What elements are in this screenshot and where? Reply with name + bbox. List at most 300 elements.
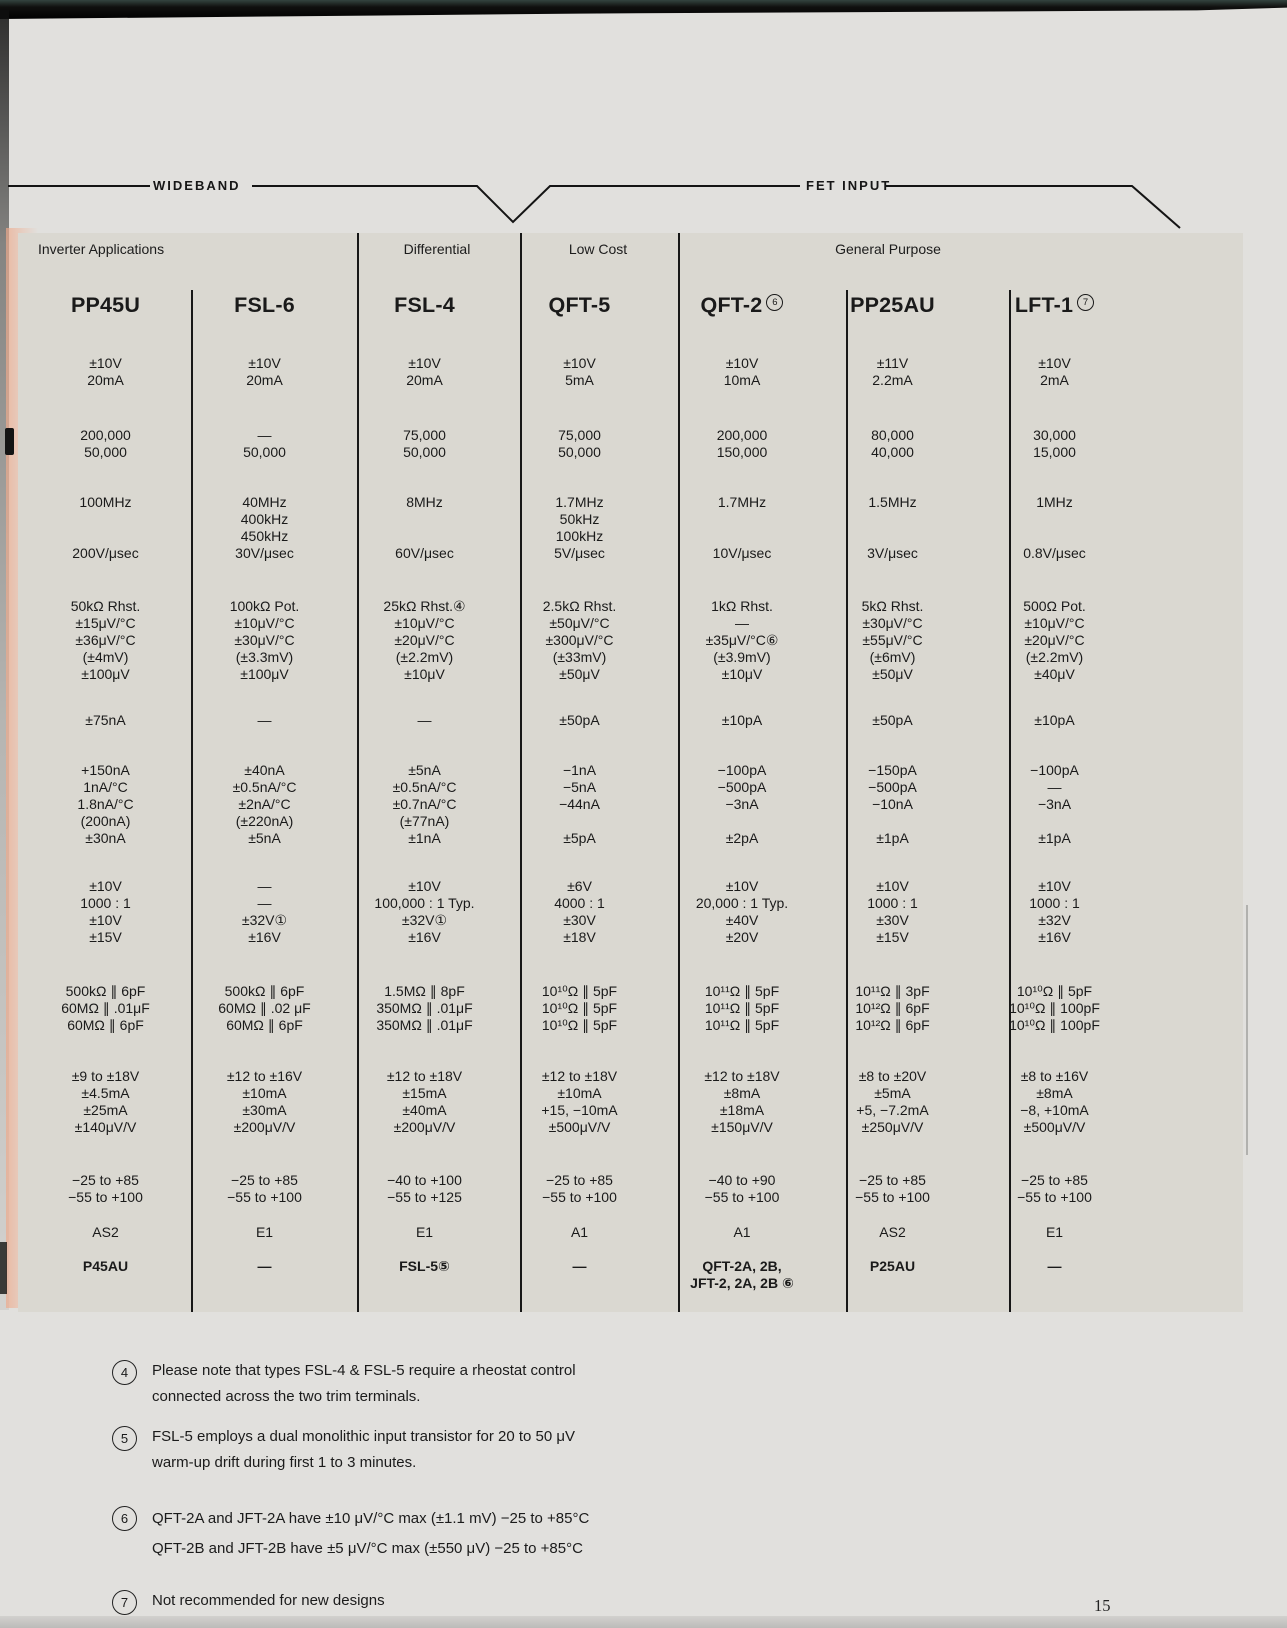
spec-related-models [20, 1258, 191, 1275]
spec-value: 30V/μsec [235, 545, 294, 561]
spec-value: P25AU [869, 1258, 916, 1274]
spec-value: 100kΩ Pot. [229, 598, 300, 614]
spec-value: 150,000 [716, 444, 768, 460]
spec-value: ±10μV/°C [394, 615, 455, 631]
spec-value: ±5mA [874, 1085, 911, 1101]
spec-value: ±100μV [240, 666, 289, 682]
spec-value: 60MΩ ∥ 6pF [67, 1017, 144, 1033]
spec-value [521, 813, 638, 830]
spec-value: ±12 to ±18V [541, 1068, 618, 1084]
spec-value: ±1nA [408, 830, 441, 846]
spec-value: 10¹²Ω ∥ 6pF [855, 1017, 930, 1033]
scan-bottom-edge [0, 1616, 1287, 1628]
spec-temperature [846, 1172, 939, 1206]
spec-value: (±4mV) [82, 649, 129, 665]
spec-common-mode [846, 878, 939, 946]
spec-value: (±3.3mV) [235, 649, 294, 665]
spec-value: (±2.2mV) [395, 649, 454, 665]
footnote-4-text: Please note that types FSL-4 & FSL-5 require a rheostat control [152, 1362, 576, 1379]
spec-power-supply [191, 1068, 338, 1136]
spec-value: −100pA [1030, 762, 1079, 778]
spec-value: ±10V [876, 878, 909, 894]
spec-value: — [257, 712, 272, 728]
spec-common-mode [521, 878, 638, 946]
spec-value: ±16V [1038, 929, 1071, 945]
spec-value: −10nA [872, 796, 913, 812]
spec-value [1009, 528, 1100, 545]
spec-impedance [846, 983, 939, 1034]
spec-value: ±32V① [401, 912, 448, 928]
spec-value: — [417, 712, 432, 728]
spec-value: E1 [1045, 1224, 1064, 1240]
spec-value: ±30μV/°C [234, 632, 295, 648]
model-name-pp25au: PP25AU [850, 293, 935, 317]
spec-column-pp45u [20, 233, 191, 1312]
spec-bandwidth-slew [358, 494, 491, 562]
spec-value: 75,000 [403, 427, 446, 443]
spec-value: 50,000 [403, 444, 446, 460]
spec-value: −3nA [1037, 796, 1072, 812]
spec-value: ±32V [1038, 912, 1071, 928]
spec-value: 60MΩ ∥ .02 μF [218, 1000, 311, 1016]
spec-impedance [521, 983, 638, 1034]
spec-value: E1 [255, 1224, 274, 1240]
footnote-6-marker: 6 [112, 1506, 137, 1531]
spec-value: 60MΩ ∥ .01μF [61, 1000, 150, 1016]
spec-value: 200,000 [716, 427, 768, 443]
spec-value: +15, −10mA [541, 1102, 618, 1118]
spec-value: ±30V [876, 912, 909, 928]
spec-value: 500kΩ ∥ 6pF [65, 983, 146, 999]
spec-offset-current [1009, 712, 1100, 729]
spec-value: 40MHz [242, 494, 287, 510]
spec-value: −8, +10mA [1020, 1102, 1089, 1118]
spec-bias-current [191, 762, 338, 847]
spec-value: 5mA [565, 372, 594, 388]
spec-value: 20,000 : 1 Typ. [695, 895, 789, 911]
footnote-5-text: warm-up drift during first 1 to 3 minutes. [152, 1454, 417, 1471]
footnote-4-text: connected across the two trim terminals. [152, 1388, 421, 1405]
spec-value: ±10V [89, 355, 122, 371]
spec-value: ±10μV/°C [234, 615, 295, 631]
spec-value: 350MΩ ∥ .01μF [376, 1017, 473, 1033]
spec-value: ±10V [408, 355, 441, 371]
spec-bandwidth-slew [191, 494, 338, 562]
spec-value: −25 to +85 [231, 1172, 298, 1188]
section-general-purpose: General Purpose [835, 241, 941, 257]
spec-value: ±15μV/°C [75, 615, 136, 631]
spec-value: −3nA [725, 796, 759, 812]
spec-value: 30,000 [1033, 427, 1076, 443]
spec-value: ±10V [1038, 355, 1071, 371]
spec-value: ±10μV [721, 666, 763, 682]
spec-temperature [678, 1172, 806, 1206]
spec-value: ±75nA [85, 712, 126, 728]
spec-output [521, 355, 638, 389]
spec-value: ±250μV/V [861, 1119, 924, 1135]
spec-value: — [257, 427, 272, 443]
spec-value: ±200μV/V [233, 1119, 296, 1135]
spec-value: ±40mA [402, 1102, 447, 1118]
spec-value: ±50pA [872, 712, 913, 728]
spec-value: ±10μV/°C [1024, 615, 1085, 631]
spec-value: −55 to +100 [68, 1189, 143, 1205]
spec-value: — [1047, 779, 1062, 795]
spec-value: (±3.9mV) [713, 649, 771, 665]
spec-column-fsl-6 [191, 233, 338, 1312]
spec-related-models [678, 1258, 806, 1292]
spec-value [846, 511, 939, 528]
spec-power-supply [846, 1068, 939, 1136]
spec-value: 75,000 [558, 427, 601, 443]
spec-value: AS2 [92, 1224, 119, 1240]
spec-value: −500pA [717, 779, 767, 795]
spec-value: ±10V [248, 355, 281, 371]
spec-common-mode [20, 878, 191, 946]
spec-value: +5, −7.2mA [856, 1102, 929, 1118]
spec-value: ±9 to ±18V [71, 1068, 140, 1084]
spec-value: −55 to +100 [704, 1189, 780, 1205]
spec-value: ±200μV/V [393, 1119, 456, 1135]
spec-value: ±140μV/V [74, 1119, 137, 1135]
spec-value: 3V/μsec [867, 545, 918, 561]
spec-columns [0, 233, 1287, 1312]
footnote-7-marker: 7 [112, 1590, 137, 1615]
spec-value: (±6mV) [869, 649, 916, 665]
footnote-5-marker: 5 [112, 1426, 137, 1451]
spec-value: −55 to +100 [542, 1189, 617, 1205]
spec-value: P45AU [82, 1258, 129, 1274]
spec-value [678, 511, 806, 528]
spec-value: ±5pA [563, 830, 596, 846]
spec-value: JFT-2, 2A, 2B ⑥ [690, 1275, 794, 1291]
spec-related-models [521, 1258, 638, 1275]
spec-value: ±10V [725, 878, 759, 894]
spec-offset-current [846, 712, 939, 729]
spec-value: 100MHz [79, 494, 132, 510]
spec-value: ±300μV/°C [545, 632, 614, 648]
spec-value: 500kΩ ∥ 6pF [224, 983, 305, 999]
spec-value: — [1047, 1258, 1062, 1274]
spec-value: 50kΩ Rhst. [70, 598, 141, 614]
spec-gain [358, 427, 491, 461]
spec-column-qft-5 [521, 233, 638, 1312]
spec-value: −1nA [562, 762, 597, 778]
spec-value: 60V/μsec [395, 545, 454, 561]
spec-value: 2.2mA [872, 372, 913, 388]
spec-value: 500Ω Pot. [1023, 598, 1086, 614]
fet-input-group-label: FET INPUT [806, 178, 892, 193]
group-bracket-lines [0, 0, 1287, 240]
spec-value: ±50pA [559, 712, 600, 728]
spec-output [846, 355, 939, 389]
spec-value: 4000 : 1 [554, 895, 605, 911]
spec-offset-voltage [358, 598, 491, 683]
spec-output [191, 355, 338, 389]
section-inverter-applications: Inverter Applications [38, 241, 165, 257]
spec-bias-current [846, 762, 939, 847]
spec-value: 1MHz [1036, 494, 1073, 510]
spec-value: 15,000 [1033, 444, 1076, 460]
spec-value: 10¹⁰Ω ∥ 5pF [541, 1017, 618, 1033]
spec-value: ±4.5mA [81, 1085, 130, 1101]
spec-value: 1kΩ Rhst. [711, 598, 773, 614]
spec-column-qft-2 [678, 233, 806, 1312]
spec-value: ±10mA [557, 1085, 602, 1101]
spec-value: — [257, 1258, 272, 1274]
spec-power-supply [358, 1068, 491, 1136]
model-name-pp45u: PP45U [70, 293, 141, 317]
spec-value: 200V/μsec [72, 545, 139, 561]
spec-value: ±0.5nA/°C [392, 779, 457, 795]
spec-value: ±100μV [81, 666, 130, 682]
spec-power-supply [521, 1068, 638, 1136]
spec-value: ±1pA [1038, 830, 1071, 846]
spec-value: −55 to +100 [1017, 1189, 1092, 1205]
spec-value [678, 528, 806, 545]
footnote-5-text: FSL-5 employs a dual monolithic input transistor for 20 to 50 μV [152, 1428, 576, 1445]
spec-offset-current [521, 712, 638, 729]
spec-value: E1 [415, 1224, 434, 1240]
spec-value: ±50μV/°C [549, 615, 610, 631]
spec-value: ±6V [567, 878, 592, 894]
spec-value: ±5nA [248, 830, 281, 846]
footnote-5 [112, 1424, 832, 1476]
spec-value: 10V/μsec [712, 545, 772, 561]
spec-value: A1 [733, 1224, 751, 1240]
spec-value: 200,000 [80, 427, 131, 443]
spec-column-pp25au [846, 233, 939, 1312]
spec-bandwidth-slew [20, 494, 191, 562]
spec-value: +150nA [81, 762, 130, 778]
spec-value: 10¹⁰Ω ∥ 5pF [1016, 983, 1093, 999]
spec-value: ±0.5nA/°C [232, 779, 297, 795]
footnote-6 [112, 1504, 832, 1564]
spec-gain [1009, 427, 1100, 461]
spec-impedance [678, 983, 806, 1034]
spec-value: 10¹¹Ω ∥ 3pF [855, 983, 930, 999]
spec-related-models [846, 1258, 939, 1275]
spec-case [1009, 1224, 1100, 1241]
spec-related-models [191, 1258, 338, 1275]
spec-value: 1000 : 1 [80, 895, 131, 911]
spec-offset-current [358, 712, 491, 729]
spec-value: ±30nA [85, 830, 126, 846]
footnote-7 [112, 1588, 832, 1614]
spec-offset-voltage [521, 598, 638, 683]
spec-value: ±1pA [876, 830, 909, 846]
spec-value: 100kHz [555, 528, 604, 544]
spec-value: 1.5MHz [868, 494, 917, 510]
spec-output [20, 355, 191, 389]
spec-value: ±10μV [404, 666, 445, 682]
spec-value [846, 528, 939, 545]
spec-bandwidth-slew [521, 494, 638, 562]
spec-value: −40 to +100 [387, 1172, 462, 1188]
page-number: 15 [1094, 1596, 1111, 1615]
spec-value: 2.5kΩ Rhst. [542, 598, 617, 614]
spec-impedance [191, 983, 338, 1034]
spec-offset-voltage [20, 598, 191, 683]
spec-value: ±40nA [244, 762, 285, 778]
spec-value: ±50μV [872, 666, 913, 682]
spec-value: 25kΩ Rhst.④ [383, 598, 466, 614]
spec-value [20, 511, 191, 528]
spec-value: −25 to +85 [1021, 1172, 1088, 1188]
model-footnote-marker: 6 [766, 294, 783, 311]
spec-value: ±8 to ±20V [858, 1068, 927, 1084]
spec-temperature [191, 1172, 338, 1206]
spec-value: −5nA [562, 779, 597, 795]
spec-gain [191, 427, 338, 461]
spec-value: — [735, 615, 749, 631]
spec-value: 5V/μsec [554, 545, 605, 561]
spec-value: 10¹²Ω ∥ 6pF [855, 1000, 930, 1016]
spec-value: 60MΩ ∥ 6pF [226, 1017, 303, 1033]
spec-gain [846, 427, 939, 461]
spec-value: (±220nA) [235, 813, 294, 829]
spec-value: ±36μV/°C [75, 632, 136, 648]
spec-value: ±8 to ±16V [1020, 1068, 1089, 1084]
spec-value: 1000 : 1 [867, 895, 918, 911]
spec-value [20, 528, 191, 545]
spec-value: −25 to +85 [72, 1172, 139, 1188]
spec-value: 5kΩ Rhst. [861, 598, 924, 614]
spec-impedance [358, 983, 491, 1034]
spec-power-supply [20, 1068, 191, 1136]
spec-value: ±20V [725, 929, 759, 945]
spec-value: — [572, 1258, 587, 1274]
spec-value: −55 to +100 [855, 1189, 930, 1205]
spec-value: 10mA [723, 372, 761, 388]
spec-value: ±10V [563, 355, 596, 371]
spec-value: −40 to +90 [708, 1172, 776, 1188]
spec-value: A1 [570, 1224, 589, 1240]
spec-offset-voltage [678, 598, 806, 683]
spec-power-supply [678, 1068, 806, 1136]
spec-value: −500pA [868, 779, 917, 795]
spec-temperature [358, 1172, 491, 1206]
spec-value: −55 to +100 [227, 1189, 302, 1205]
spec-value: 80,000 [871, 427, 914, 443]
wideband-group-label: WIDEBAND [153, 178, 241, 193]
spec-value: ±10V [408, 878, 441, 894]
spec-value: ±18mA [719, 1102, 765, 1118]
spec-value: −150pA [868, 762, 917, 778]
spec-value: 10¹¹Ω ∥ 5pF [704, 983, 780, 999]
spec-value: ±40V [725, 912, 759, 928]
spec-value: 10¹⁰Ω ∥ 100pF [1009, 1017, 1100, 1033]
spec-impedance [1009, 983, 1100, 1034]
spec-value: 1.8nA/°C [77, 796, 134, 812]
section-low-cost: Low Cost [568, 241, 628, 257]
spec-gain [521, 427, 638, 461]
spec-value: ±150μV/V [711, 1119, 773, 1135]
spec-common-mode [358, 878, 491, 946]
spec-offset-voltage [846, 598, 939, 683]
spec-value: (±33mV) [552, 649, 607, 665]
spec-value: 2mA [1040, 372, 1069, 388]
spec-value: ±20μV/°C [394, 632, 455, 648]
spec-value: ±30mA [242, 1102, 287, 1118]
spec-value: ±12 to ±16V [226, 1068, 303, 1084]
spec-value: 20mA [246, 372, 283, 388]
spec-offset-current [191, 712, 338, 729]
spec-value: 10¹¹Ω ∥ 5pF [704, 1017, 780, 1033]
spec-value: 10¹⁰Ω ∥ 100pF [1009, 1000, 1100, 1016]
spec-value: 20mA [406, 372, 443, 388]
spec-value: 50,000 [84, 444, 127, 460]
spec-value: (±77nA) [399, 813, 450, 829]
spec-value: ±10V [725, 355, 759, 371]
spec-value: ±15V [89, 929, 122, 945]
spec-case [20, 1224, 191, 1241]
section-differential: Differential [403, 241, 471, 257]
spec-temperature [521, 1172, 638, 1206]
spec-value: 8MHz [406, 494, 443, 510]
model-name-qft-5: QFT-5 [548, 293, 611, 317]
spec-bandwidth-slew [1009, 494, 1100, 562]
footnote-6-text: QFT-2A and JFT-2A have ±10 μV/°C max (±1.1 mV) −25 to +85°C [152, 1510, 590, 1527]
spec-column-lft-1 [1009, 233, 1100, 1312]
spec-value: 100,000 : 1 Typ. [374, 895, 475, 911]
spec-value: ±12 to ±18V [386, 1068, 463, 1084]
model-name-fsl-6: FSL-6 [234, 293, 295, 317]
spec-value: 1.5MΩ ∥ 8pF [384, 983, 465, 999]
spec-value: 40,000 [871, 444, 914, 460]
spec-value: ±12 to ±18V [704, 1068, 780, 1084]
spec-value: ±2pA [725, 830, 759, 846]
spec-value: ±11V [876, 355, 909, 371]
footnote-6-text: QFT-2B and JFT-2B have ±5 μV/°C max (±550 μV) −25 to +85°C [152, 1540, 583, 1557]
spec-value: ±25mA [83, 1102, 128, 1118]
spec-value: QFT-2A, 2B, [702, 1258, 782, 1274]
spec-value: ±55μV/°C [862, 632, 923, 648]
spec-value: ±2nA/°C [238, 796, 291, 812]
spec-value: 350MΩ ∥ .01μF [376, 1000, 473, 1016]
spec-case [846, 1224, 939, 1241]
spec-value: 10¹⁰Ω ∥ 5pF [541, 1000, 618, 1016]
spec-value: 1.7MHz [717, 494, 767, 510]
spec-bias-current [1009, 762, 1100, 847]
spec-value: ±35μV/°C⑥ [705, 632, 779, 648]
spec-value [358, 511, 491, 528]
spec-bandwidth-slew [846, 494, 939, 562]
spec-related-models [1009, 1258, 1100, 1275]
spec-value: 10¹¹Ω ∥ 5pF [704, 1000, 780, 1016]
spec-gain [678, 427, 806, 461]
model-name-lft-1: LFT-1 7 [1009, 293, 1100, 318]
spec-value: ±15mA [402, 1085, 447, 1101]
spec-common-mode [191, 878, 338, 946]
spec-value [678, 813, 806, 830]
spec-output [1009, 355, 1100, 389]
spec-value: ±10mA [242, 1085, 287, 1101]
spec-value: ±8mA [723, 1085, 761, 1101]
spec-value: AS2 [879, 1224, 906, 1240]
spec-value: 0.8V/μsec [1023, 545, 1086, 561]
footnote-4-marker: 4 [112, 1360, 137, 1385]
spec-value: ±20μV/°C [1024, 632, 1085, 648]
spec-case [358, 1224, 491, 1241]
spec-value: (200nA) [80, 813, 131, 829]
spec-value: −100pA [717, 762, 767, 778]
footnote-4 [112, 1358, 832, 1410]
spec-value: ±10V [89, 878, 122, 894]
spec-common-mode [1009, 878, 1100, 946]
spec-value: ±5nA [408, 762, 441, 778]
spec-value: 10¹⁰Ω ∥ 5pF [541, 983, 618, 999]
